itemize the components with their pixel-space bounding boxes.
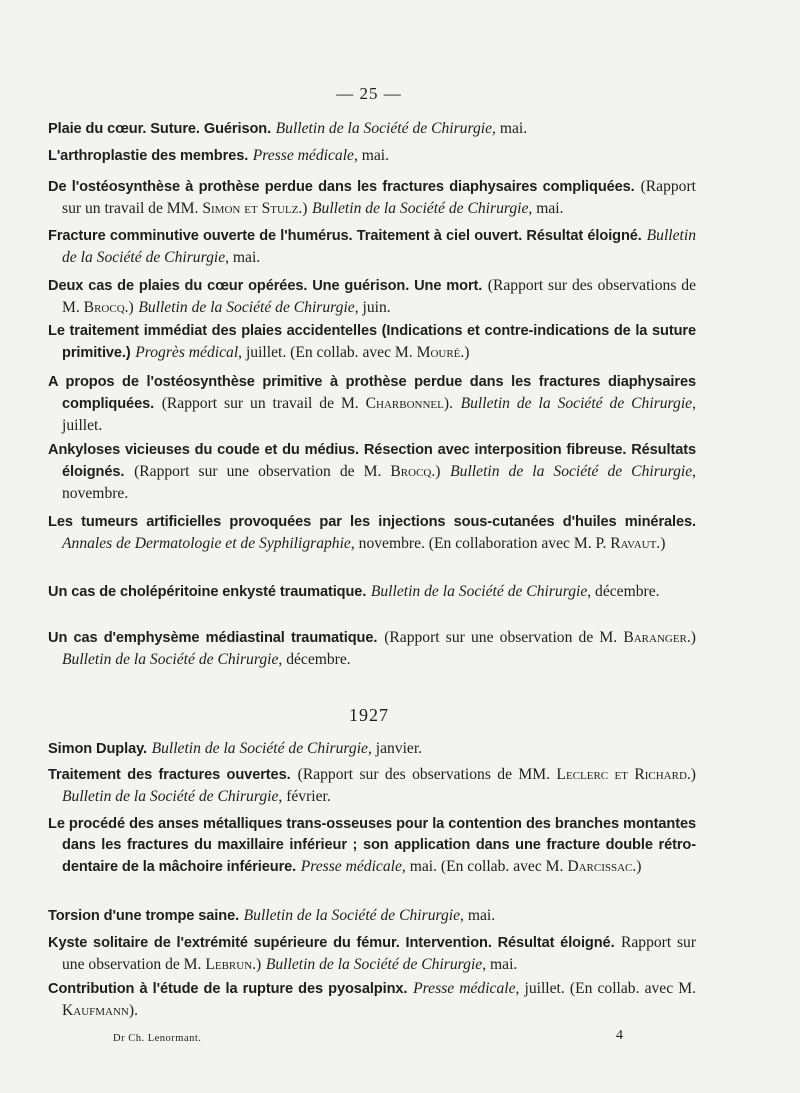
bibliography-entry	[48, 932, 696, 976]
entry-title: De l'ostéosynthèse à prothèse perdue dans les fractures diaphysaires compliquées.	[48, 179, 635, 195]
entry-authors: Leclerc et Richard.)	[556, 766, 696, 783]
entry-text: (Rapport sur une observation de M.	[134, 463, 391, 480]
entry-title: Traitement des fractures ouvertes.	[48, 767, 291, 783]
entry-journal: Bulletin de la Société de Chirurgie	[62, 227, 696, 266]
entry-date: , mai.	[460, 907, 496, 924]
entry-date: , novembre.	[62, 463, 697, 502]
footer-signature: Dr Ch. Lenormant.	[113, 1033, 202, 1044]
entry-date: , décembre.	[587, 583, 660, 600]
bibliography-entry	[48, 440, 696, 505]
bibliography-entry	[48, 372, 696, 437]
entry-journal: Bulletin de la Société de Chirurgie	[243, 907, 461, 924]
bibliography-entry	[48, 905, 696, 927]
bibliography-entry	[48, 275, 696, 319]
entry-title: Le traitement immédiat des plaies accidentelles (Indications et contre-indications de la suture primitive.)	[48, 323, 696, 361]
entry-text: (Rapport sur une observation de M.	[384, 629, 624, 646]
entry-date: , mai.	[528, 200, 564, 217]
entry-title: A propos de l'ostéosynthèse primitive à prothèse perdue dans les fractures diaphysaires compliquées.	[48, 374, 696, 412]
bibliography-entry	[48, 511, 696, 555]
entry-journal: Bulletin de la Société de Chirurgie	[265, 956, 483, 973]
entry-journal: Progrès médical	[135, 344, 239, 361]
bibliography-entry	[48, 225, 696, 269]
entry-title: L'arthroplastie des membres.	[48, 148, 249, 164]
entry-title: Kyste solitaire de l'extrémité supérieure du fémur. Intervention. Résultat éloigné.	[48, 935, 615, 951]
entry-authors: Brocq.)	[83, 299, 134, 316]
entry-authors: Baranger.)	[623, 629, 696, 646]
page-number: — 25 —	[336, 84, 402, 103]
year-heading: 1927	[349, 705, 389, 725]
entry-journal: Bulletin de la Société de Chirurgie	[138, 299, 355, 316]
bibliography-entry	[48, 145, 696, 167]
entry-journal: Bulletin de la Société de Chirurgie	[370, 583, 588, 600]
entry-date: , juillet.	[62, 395, 697, 434]
bibliography-entry	[48, 738, 696, 760]
entry-text: (Rapport sur des observations de M.	[62, 277, 696, 316]
entry-title: Simon Duplay.	[48, 741, 147, 757]
entry-journal: Bulletin de la Société de Chirurgie	[450, 463, 693, 480]
entry-authors: Ravaut.)	[610, 535, 666, 552]
entry-journal: Presse médicale	[252, 147, 354, 164]
entry-date: , mai.	[492, 120, 528, 137]
entry-authors: Lebrun.)	[205, 956, 262, 973]
bibliography-entry	[48, 814, 696, 878]
entry-date: , mai.	[353, 147, 390, 164]
entry-journal: Bulletin de la Société de Chirurgie	[275, 120, 493, 137]
bibliography-entry	[48, 118, 696, 140]
entry-text: (Rapport sur un travail de M.	[161, 395, 366, 412]
entry-journal: Bulletin de la Société de Chirurgie	[62, 651, 279, 668]
entry-date: , mai. (En collab. avec M.	[401, 858, 568, 875]
bibliography-entry	[48, 176, 696, 220]
entry-date: , décembre.	[278, 651, 351, 668]
entry-title: Les tumeurs artificielles provoquées par les injections sous-cutanées d'huiles minérales.	[48, 514, 696, 530]
entry-title: Deux cas de plaies du cœur opérées. Une guérison. Une mort.	[48, 278, 483, 294]
entry-title: Un cas de cholépéritoine enkysté traumatique.	[48, 584, 367, 600]
entry-title: Fracture comminutive ouverte de l'humérus. Traitement à ciel ouvert. Résultat éloigné.	[48, 228, 642, 244]
entry-date: , juillet. (En collab. avec M.	[238, 344, 417, 361]
entry-title: Plaie du cœur. Suture. Guérison.	[48, 121, 272, 137]
entry-date: , novembre. (En collaboration avec M. P.	[350, 535, 611, 552]
entry-date: , juin.	[354, 299, 391, 316]
entry-authors: Mouré.)	[416, 344, 470, 361]
entry-authors: Brocq.)	[390, 463, 441, 480]
entry-text: (Rapport sur un travail de MM.	[62, 178, 697, 217]
entry-authors: Darcissac.)	[567, 858, 642, 875]
entry-title: Un cas d'emphysème médiastinal traumatique.	[48, 630, 378, 646]
entry-date: , juillet. (En collab. avec M.	[515, 980, 696, 997]
bibliography-entry	[48, 321, 696, 364]
entry-title: Torsion d'une trompe saine.	[48, 908, 240, 924]
entry-date: , mai.	[482, 956, 518, 973]
entry-journal: Bulletin de la Société de Chirurgie	[312, 200, 529, 217]
footer-sheet-number: 4	[616, 1028, 623, 1043]
bibliography-entry	[48, 581, 696, 603]
entry-authors: Kaufmann).	[62, 1002, 138, 1019]
bibliography-entry	[48, 764, 696, 808]
entry-journal: Bulletin de la Société de Chirurgie	[460, 395, 693, 412]
entry-date: , février.	[278, 788, 331, 805]
entry-journal: Bulletin de la Société de Chirurgie	[151, 740, 368, 757]
entry-journal: Presse médicale	[413, 980, 516, 997]
entry-text: (Rapport sur des observations de MM.	[297, 766, 557, 783]
entry-date: , mai.	[225, 249, 261, 266]
bibliography-entry	[48, 978, 696, 1022]
bibliography-entry	[48, 627, 696, 671]
entry-date: , janvier.	[367, 740, 423, 757]
entry-title: Contribution à l'étude de la rupture des pyosalpinx.	[48, 981, 408, 997]
entry-authors: Simon et Stulz.)	[202, 200, 308, 217]
entry-title: Ankyloses vicieuses du coude et du médius. Résection avec interposition fibreuse. Résultats éloignés.	[48, 442, 696, 480]
entry-title: Le procédé des anses métalliques trans-osseuses pour la contention des branches montantes dans les fractures du maxillaire inférieur ; son application dans une fracture double rétro-dentaire de la mâchoire inférieure.	[48, 816, 696, 875]
entry-journal: Presse médicale	[300, 858, 402, 875]
entry-journal: Bulletin de la Société de Chirurgie	[62, 788, 279, 805]
entry-text: Rapport sur une observation de M.	[62, 934, 697, 973]
entry-journal: Annales de Dermatologie et de Syphiligraphie	[62, 535, 351, 552]
entry-authors: Charbonnel).	[365, 395, 453, 412]
